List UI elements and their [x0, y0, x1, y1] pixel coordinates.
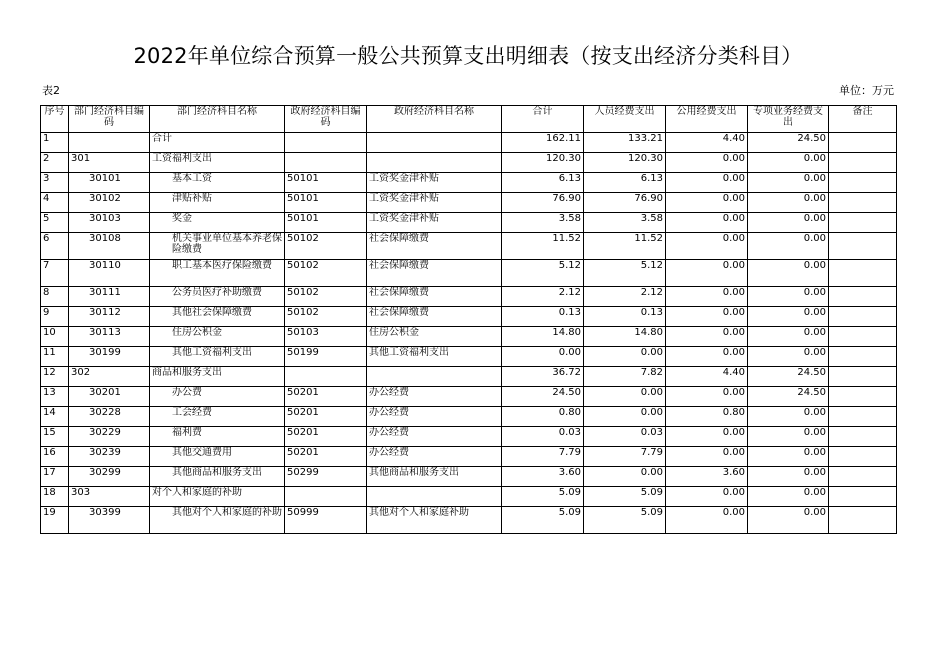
table-row: [41, 467, 897, 487]
cell-special: 0.00: [748, 193, 829, 213]
cell-total: 36.72: [502, 367, 584, 387]
cell-row-no: 7: [41, 260, 69, 287]
cell-gov-name: [367, 367, 502, 387]
table-row: [41, 427, 897, 447]
table-row: [41, 447, 897, 467]
cell-remark: [829, 367, 897, 387]
cell-dept-code: 30113: [69, 327, 150, 347]
cell-gov-name: 工资奖金津补贴: [367, 193, 502, 213]
cell-total: 7.79: [502, 447, 584, 467]
cell-public: 0.00: [666, 427, 748, 447]
cell-gov-name: [367, 487, 502, 507]
cell-dept-name: 其他对个人和家庭的补助: [150, 507, 285, 534]
cell-personnel: 133.21: [584, 133, 666, 153]
cell-public: 0.80: [666, 407, 748, 427]
cell-gov-name: 办公经费: [367, 407, 502, 427]
cell-gov-code: 50101: [285, 173, 367, 193]
table-row: [41, 487, 897, 507]
cell-special: 0.00: [748, 407, 829, 427]
cell-dept-code: 303: [69, 487, 150, 507]
cell-dept-code: 30299: [69, 467, 150, 487]
cell-row-no: 6: [41, 233, 69, 260]
cell-dept-name: 奖金: [150, 213, 285, 233]
column-header-dept-code: 部门经济科目编码: [69, 106, 150, 133]
cell-gov-name: 其他工资福利支出: [367, 347, 502, 367]
cell-remark: [829, 153, 897, 173]
cell-gov-code: 50201: [285, 387, 367, 407]
cell-remark: [829, 347, 897, 367]
cell-row-no: 5: [41, 213, 69, 233]
column-header-total: 合计: [502, 106, 584, 133]
cell-dept-name: 办公费: [150, 387, 285, 407]
cell-dept-name: 公务员医疗补助缴费: [150, 287, 285, 307]
cell-total: 0.00: [502, 347, 584, 367]
column-header-no: 序号: [41, 106, 69, 133]
cell-total: 3.58: [502, 213, 584, 233]
cell-special: 0.00: [748, 427, 829, 447]
cell-special: 0.00: [748, 307, 829, 327]
cell-personnel: 5.09: [584, 487, 666, 507]
cell-special: 0.00: [748, 467, 829, 487]
cell-special: 0.00: [748, 347, 829, 367]
cell-dept-name: 其他工资福利支出: [150, 347, 285, 367]
cell-total: 5.12: [502, 260, 584, 287]
cell-public: 0.00: [666, 507, 748, 534]
cell-dept-code: 301: [69, 153, 150, 173]
cell-special: 24.50: [748, 367, 829, 387]
cell-dept-name: 住房公积金: [150, 327, 285, 347]
cell-dept-code: 302: [69, 367, 150, 387]
cell-personnel: 0.00: [584, 407, 666, 427]
column-header-gov-name: 政府经济科目名称: [367, 106, 502, 133]
cell-public: 3.60: [666, 467, 748, 487]
cell-gov-code: 50199: [285, 347, 367, 367]
cell-dept-code: 30103: [69, 213, 150, 233]
column-header-remark: 备注: [829, 106, 897, 133]
table-row: [41, 347, 897, 367]
cell-gov-code: [285, 153, 367, 173]
cell-remark: [829, 387, 897, 407]
cell-row-no: 2: [41, 153, 69, 173]
cell-total: 76.90: [502, 193, 584, 213]
cell-gov-code: 50103: [285, 327, 367, 347]
table-row: [41, 407, 897, 427]
expenditure-table: [40, 105, 897, 534]
cell-gov-code: 50201: [285, 407, 367, 427]
cell-total: 14.80: [502, 327, 584, 347]
cell-gov-name: 社会保障缴费: [367, 307, 502, 327]
cell-personnel: 0.00: [584, 467, 666, 487]
cell-personnel: 7.82: [584, 367, 666, 387]
table-row: [41, 367, 897, 387]
cell-special: 0.00: [748, 447, 829, 467]
cell-remark: [829, 133, 897, 153]
table-row: [41, 173, 897, 193]
cell-dept-name: 基本工资: [150, 173, 285, 193]
cell-gov-code: 50201: [285, 447, 367, 467]
cell-gov-code: 50102: [285, 287, 367, 307]
cell-dept-code: 30199: [69, 347, 150, 367]
table-row: [41, 153, 897, 173]
cell-gov-name: 住房公积金: [367, 327, 502, 347]
cell-public: 0.00: [666, 307, 748, 327]
cell-special: 0.00: [748, 213, 829, 233]
cell-gov-code: 50102: [285, 260, 367, 287]
table-row: [41, 213, 897, 233]
cell-gov-code: 50102: [285, 307, 367, 327]
cell-dept-code: 30229: [69, 427, 150, 447]
cell-personnel: 0.00: [584, 347, 666, 367]
cell-dept-name: 工会经费: [150, 407, 285, 427]
cell-gov-code: 50201: [285, 427, 367, 447]
cell-total: 2.12: [502, 287, 584, 307]
table-row: [41, 260, 897, 287]
cell-remark: [829, 307, 897, 327]
cell-row-no: 8: [41, 287, 69, 307]
cell-special: 0.00: [748, 260, 829, 287]
column-header-special: 专项业务经费支出: [748, 106, 829, 133]
cell-remark: [829, 287, 897, 307]
cell-dept-name: 机关事业单位基本养老保险缴费: [150, 233, 285, 260]
cell-public: 0.00: [666, 260, 748, 287]
cell-personnel: 5.09: [584, 507, 666, 534]
cell-public: 0.00: [666, 153, 748, 173]
page-title: 2022年单位综合预算一般公共预算支出明细表（按支出经济分类科目）: [133, 44, 803, 68]
cell-dept-name: 合计: [150, 133, 285, 153]
cell-dept-name: 福利费: [150, 427, 285, 447]
cell-gov-name: 办公经费: [367, 387, 502, 407]
cell-remark: [829, 447, 897, 467]
cell-total: 0.03: [502, 427, 584, 447]
cell-row-no: 11: [41, 347, 69, 367]
cell-dept-name: 其他交通费用: [150, 447, 285, 467]
cell-dept-name: 津贴补贴: [150, 193, 285, 213]
cell-personnel: 3.58: [584, 213, 666, 233]
cell-remark: [829, 213, 897, 233]
cell-gov-name: 社会保障缴费: [367, 233, 502, 260]
table-row: [41, 507, 897, 534]
cell-dept-code: [69, 133, 150, 153]
cell-special: 0.00: [748, 287, 829, 307]
cell-public: 0.00: [666, 347, 748, 367]
cell-gov-code: [285, 367, 367, 387]
table-row: [41, 233, 897, 260]
column-header-personnel: 人员经费支出: [584, 106, 666, 133]
cell-remark: [829, 487, 897, 507]
cell-public: 0.00: [666, 287, 748, 307]
cell-remark: [829, 427, 897, 447]
cell-gov-code: [285, 487, 367, 507]
cell-dept-code: 30111: [69, 287, 150, 307]
cell-remark: [829, 407, 897, 427]
cell-gov-name: 其他商品和服务支出: [367, 467, 502, 487]
cell-total: 162.11: [502, 133, 584, 153]
cell-special: 0.00: [748, 327, 829, 347]
cell-personnel: 5.12: [584, 260, 666, 287]
cell-dept-code: 30101: [69, 173, 150, 193]
cell-gov-name: [367, 133, 502, 153]
cell-row-no: 4: [41, 193, 69, 213]
table-row: [41, 387, 897, 407]
cell-total: 0.80: [502, 407, 584, 427]
cell-special: 0.00: [748, 153, 829, 173]
table-header-row: [41, 106, 897, 133]
cell-gov-name: 工资奖金津补贴: [367, 213, 502, 233]
cell-row-no: 9: [41, 307, 69, 327]
unit-label: 单位：万元: [839, 84, 894, 97]
cell-row-no: 16: [41, 447, 69, 467]
column-header-gov-code: 政府经济科目编码: [285, 106, 367, 133]
cell-personnel: 76.90: [584, 193, 666, 213]
cell-public: 0.00: [666, 327, 748, 347]
cell-dept-code: 30239: [69, 447, 150, 467]
cell-gov-name: 办公经费: [367, 447, 502, 467]
cell-row-no: 19: [41, 507, 69, 534]
cell-remark: [829, 233, 897, 260]
cell-gov-code: 50999: [285, 507, 367, 534]
cell-special: 0.00: [748, 487, 829, 507]
table-row: [41, 287, 897, 307]
cell-row-no: 1: [41, 133, 69, 153]
cell-gov-code: 50101: [285, 193, 367, 213]
cell-personnel: 2.12: [584, 287, 666, 307]
cell-dept-code: 30228: [69, 407, 150, 427]
table-row: [41, 193, 897, 213]
cell-special: 24.50: [748, 133, 829, 153]
cell-row-no: 12: [41, 367, 69, 387]
cell-special: 24.50: [748, 387, 829, 407]
cell-gov-code: 50102: [285, 233, 367, 260]
cell-public: 0.00: [666, 387, 748, 407]
cell-total: 120.30: [502, 153, 584, 173]
cell-row-no: 10: [41, 327, 69, 347]
cell-public: 4.40: [666, 367, 748, 387]
cell-total: 5.09: [502, 487, 584, 507]
cell-public: 0.00: [666, 213, 748, 233]
cell-total: 0.13: [502, 307, 584, 327]
cell-dept-name: 对个人和家庭的补助: [150, 487, 285, 507]
cell-personnel: 11.52: [584, 233, 666, 260]
cell-row-no: 13: [41, 387, 69, 407]
cell-total: 24.50: [502, 387, 584, 407]
table-number: 表2: [42, 84, 60, 97]
cell-public: 0.00: [666, 173, 748, 193]
cell-dept-code: 30110: [69, 260, 150, 287]
cell-remark: [829, 193, 897, 213]
cell-dept-name: 职工基本医疗保险缴费: [150, 260, 285, 287]
cell-total: 6.13: [502, 173, 584, 193]
cell-public: 0.00: [666, 233, 748, 260]
cell-total: 3.60: [502, 467, 584, 487]
column-header-public: 公用经费支出: [666, 106, 748, 133]
cell-public: 4.40: [666, 133, 748, 153]
column-header-dept-name: 部门经济科目名称: [150, 106, 285, 133]
cell-dept-code: 30201: [69, 387, 150, 407]
cell-gov-name: [367, 153, 502, 173]
cell-gov-code: 50299: [285, 467, 367, 487]
cell-gov-name: 社会保障缴费: [367, 287, 502, 307]
cell-remark: [829, 260, 897, 287]
cell-public: 0.00: [666, 447, 748, 467]
cell-dept-code: 30102: [69, 193, 150, 213]
cell-personnel: 7.79: [584, 447, 666, 467]
table-row: [41, 307, 897, 327]
cell-dept-code: 30112: [69, 307, 150, 327]
cell-remark: [829, 467, 897, 487]
cell-personnel: 0.00: [584, 387, 666, 407]
cell-public: 0.00: [666, 193, 748, 213]
cell-gov-code: [285, 133, 367, 153]
cell-dept-name: 工资福利支出: [150, 153, 285, 173]
cell-personnel: 0.13: [584, 307, 666, 327]
cell-total: 5.09: [502, 507, 584, 534]
cell-special: 0.00: [748, 173, 829, 193]
cell-special: 0.00: [748, 507, 829, 534]
cell-row-no: 3: [41, 173, 69, 193]
cell-row-no: 18: [41, 487, 69, 507]
cell-personnel: 120.30: [584, 153, 666, 173]
cell-gov-name: 工资奖金津补贴: [367, 173, 502, 193]
cell-dept-code: 30108: [69, 233, 150, 260]
table-row: [41, 133, 897, 153]
cell-dept-name: 其他社会保障缴费: [150, 307, 285, 327]
cell-row-no: 15: [41, 427, 69, 447]
cell-remark: [829, 327, 897, 347]
cell-gov-name: 社会保障缴费: [367, 260, 502, 287]
cell-personnel: 6.13: [584, 173, 666, 193]
cell-remark: [829, 507, 897, 534]
cell-remark: [829, 173, 897, 193]
table-body: [41, 133, 897, 534]
table-row: [41, 327, 897, 347]
cell-total: 11.52: [502, 233, 584, 260]
cell-gov-name: 办公经费: [367, 427, 502, 447]
cell-dept-code: 30399: [69, 507, 150, 534]
cell-dept-name: 其他商品和服务支出: [150, 467, 285, 487]
cell-gov-code: 50101: [285, 213, 367, 233]
cell-personnel: 0.03: [584, 427, 666, 447]
cell-personnel: 14.80: [584, 327, 666, 347]
cell-row-no: 17: [41, 467, 69, 487]
cell-row-no: 14: [41, 407, 69, 427]
cell-dept-name: 商品和服务支出: [150, 367, 285, 387]
cell-gov-name: 其他对个人和家庭补助: [367, 507, 502, 534]
cell-public: 0.00: [666, 487, 748, 507]
cell-special: 0.00: [748, 233, 829, 260]
